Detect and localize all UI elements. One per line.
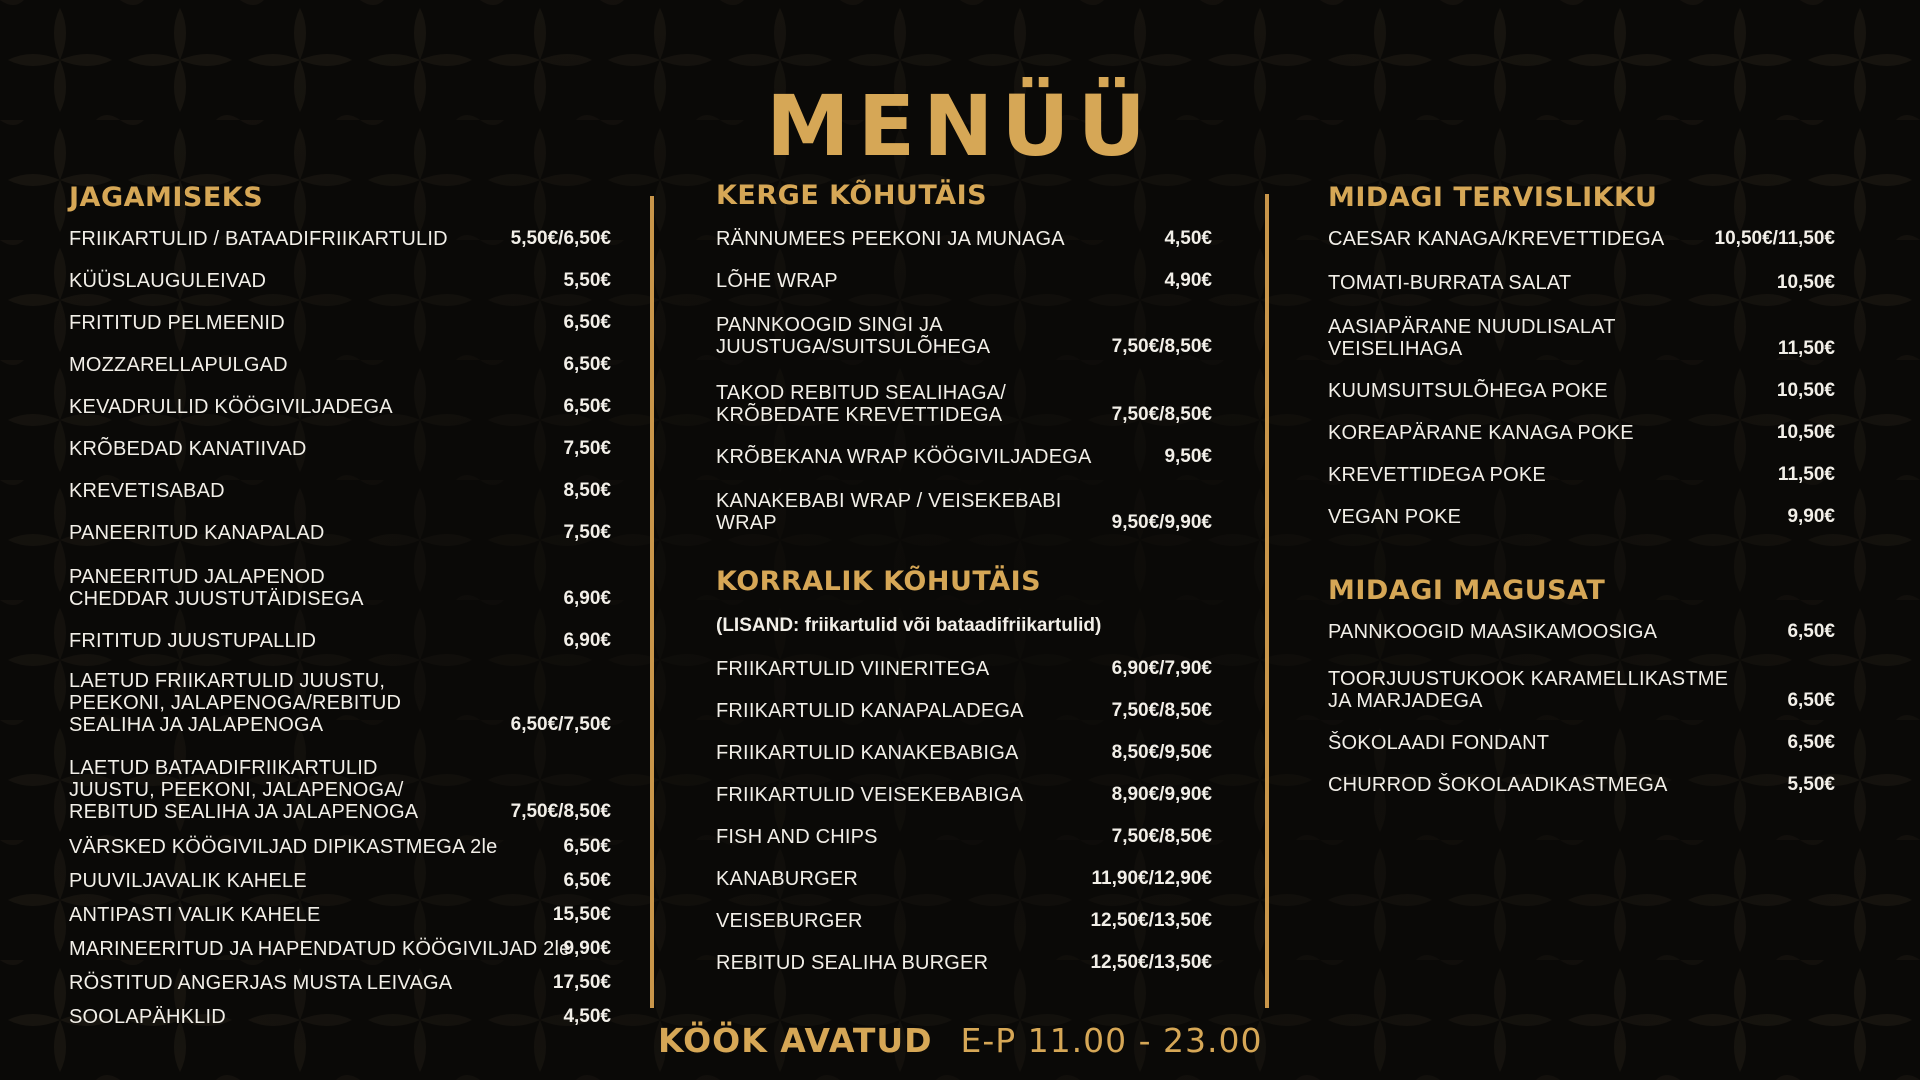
menu-item-price: 8,50€/9,50€ [1111,742,1212,763]
menu-item-name: PUUVILJAVALIK KAHELE [69,870,307,892]
menu-item [716,742,1212,764]
menu-item-price: 7,50€/8,50€ [510,801,611,822]
menu-item-price: 7,50€ [563,522,611,543]
menu-item-name: KANABURGER [716,868,859,890]
menu-item-name: AASIAPÄRANE NUUDLISALAT VEISELIHAGA [1328,316,1616,360]
kitchen-open-hours: E-P 11.00 - 23.00 [960,1021,1263,1060]
menu-item-name: KEVADRULLID KÖÖGIVILJADEGA [69,396,393,418]
menu-item [1328,316,1835,360]
menu-item-name: FRIIKARTULID KANAKEBABIGA [716,742,1019,764]
menu-item-name: KRÕBEKANA WRAP KÖÖGIVILJADEGA [716,446,1092,468]
menu-item-price: 6,90€/7,90€ [1111,658,1212,679]
menu-item [69,757,611,823]
menu-item-price: 11,90€/12,90€ [1091,868,1212,889]
menu-item-price: 6,50€ [563,836,611,857]
menu-item-name: VÄRSKED KÖÖGIVILJAD DIPIKASTMEGA 2le [69,836,498,858]
column-divider-right [1265,194,1269,1008]
menu-item [69,522,611,544]
column-divider-left [650,196,654,1008]
menu-item [69,354,611,376]
menu-item [69,670,611,736]
menu-item-name: PANNKOOGID MAASIKAMOOSIGA [1328,621,1658,643]
menu-item [716,700,1212,722]
menu-item-price: 9,90€ [563,938,611,959]
menu-item-price: 12,50€/13,50€ [1090,952,1212,973]
menu-item-price: 4,90€ [1164,270,1212,291]
menu-item-price: 6,50€ [563,354,611,375]
menu-item-price: 5,50€/6,50€ [510,228,611,249]
menu-item [69,1006,611,1028]
section-note-korralik: (LISAND: friikartulid või bataadifriikartulid) [716,615,1102,636]
menu-item [1328,621,1835,643]
menu-item-price: 10,50€ [1776,380,1835,401]
menu-item-name: TAKOD REBITUD SEALIHAGA/ KRÕBEDATE KREVETTIDEGA [716,382,1007,426]
kitchen-hours [658,1021,1263,1060]
menu-item-name: KUUMSUITSULÕHEGA POKE [1328,380,1608,402]
section-title-jagamiseks: JAGAMISEKS [69,182,264,213]
menu-item-name: FRIIKARTULID KANAPALADEGA [716,700,1024,722]
menu-item-name: LÕHE WRAP [716,270,838,292]
menu-item [716,952,1212,974]
menu-item-name: FRIIKARTULID VEISEKEBABIGA [716,784,1024,806]
menu-item [716,490,1212,534]
menu-item-name: KANAKEBABI WRAP / VEISEKEBABI WRAP [716,490,1062,534]
menu-item [1328,464,1835,486]
menu-item-price: 8,50€ [563,480,611,501]
menu-item-price: 8,90€/9,90€ [1111,784,1212,805]
menu-item [1328,774,1835,796]
menu-item-price: 6,50€ [1787,690,1835,711]
menu-item [716,826,1212,848]
section-title-magusat: MIDAGI MAGUSAT [1328,575,1606,606]
menu-item [716,446,1212,468]
menu-item [69,904,611,926]
menu-item-price: 15,50€ [552,904,611,925]
menu-item-price: 6,50€ [1787,621,1835,642]
menu-item-price: 4,50€ [1164,228,1212,249]
menu-item [69,836,611,858]
menu-item [69,870,611,892]
menu-item-name: MARINEERITUD JA HAPENDATUD KÖÖGIVILJAD 2le [69,938,571,960]
menu-item [716,658,1212,680]
menu-item [1328,422,1835,444]
menu-item [69,972,611,994]
menu-item [69,938,611,960]
menu-item-name: VEISEBURGER [716,910,863,932]
menu-item-price: 7,50€/8,50€ [1111,826,1212,847]
menu-item-price: 9,50€/9,90€ [1111,512,1212,533]
menu-item-name: CHURROD ŠOKOLAADIKASTMEGA [1328,774,1668,796]
menu-item-price: 6,90€ [563,588,611,609]
menu-item-name: KRÕBEDAD KANATIIVAD [69,438,307,460]
menu-item [1328,506,1835,528]
menu-item [69,630,611,652]
menu-item-price: 6,50€/7,50€ [510,714,611,735]
menu-item [1328,380,1835,402]
menu-item-name: FRITITUD JUUSTUPALLID [69,630,317,652]
menu-item-name: KREVETTIDEGA POKE [1328,464,1546,486]
menu-item-name: VEGAN POKE [1328,506,1462,528]
menu-item-name: KREVETISABAD [69,480,225,502]
menu-item-name: FRIIKARTULID / BATAADIFRIIKARTULID [69,228,448,250]
menu-item [716,228,1212,250]
menu-item-price: 5,50€ [1787,774,1835,795]
menu-item-name: TOMATI-BURRATA SALAT [1328,272,1572,294]
menu-item-name: TOORJUUSTUKOOK KARAMELLIKASTME JA MARJADEGA [1328,668,1729,712]
menu-item-name: CAESAR KANAGA/KREVETTIDEGA [1328,228,1665,250]
menu-item [716,910,1212,932]
menu-item-price: 6,50€ [1787,732,1835,753]
menu-item-name: FRITITUD PELMEENID [69,312,285,334]
menu-item-price: 6,50€ [563,312,611,333]
menu-item-price: 17,50€ [552,972,611,993]
menu-item-price: 6,90€ [563,630,611,651]
menu-item-name: LAETUD BATAADIFRIIKARTULID JUUSTU, PEEKONI, JALAPENOGA/ REBITUD SEALIHA JA JALAPENOGA [69,757,419,823]
menu-item [716,868,1212,890]
menu-item [69,438,611,460]
menu-item [69,480,611,502]
menu-item-price: 6,50€ [563,396,611,417]
menu-item-price: 10,50€ [1776,272,1835,293]
menu-item-name: ŠOKOLAADI FONDANT [1328,732,1550,754]
menu-item [1328,228,1835,250]
menu-item [69,270,611,292]
menu-item-name: ANTIPASTI VALIK KAHELE [69,904,321,926]
menu-item-name: SOOLAPÄHKLID [69,1006,226,1028]
menu-item-name: MOZZARELLAPULGAD [69,354,288,376]
menu-item-price: 9,50€ [1164,446,1212,467]
menu-item [716,314,1212,358]
menu-item [1328,732,1835,754]
menu-item-price: 7,50€/8,50€ [1111,700,1212,721]
menu-item-name: RÄNNUMEES PEEKONI JA MUNAGA [716,228,1065,250]
menu-item-price: 4,50€ [563,1006,611,1027]
menu-item-name: LAETUD FRIIKARTULID JUUSTU, PEEKONI, JALAPENOGA/REBITUD SEALIHA JA JALAPENOGA [69,670,402,736]
menu-item-price: 7,50€ [563,438,611,459]
menu-item-name: PANEERITUD KANAPALAD [69,522,325,544]
menu-item-price: 11,50€ [1777,338,1835,359]
menu-item-name: REBITUD SEALIHA BURGER [716,952,989,974]
menu-item-price: 7,50€/8,50€ [1111,336,1212,357]
section-title-korralik: KORRALIK KÕHUTÄIS [716,566,1042,597]
menu-item [1328,272,1835,294]
menu-item-price: 10,50€ [1776,422,1835,443]
menu-item-price: 6,50€ [563,870,611,891]
menu-item-price: 9,90€ [1787,506,1835,527]
menu-item [69,228,611,250]
menu-item-price: 11,50€ [1777,464,1835,485]
menu-item-price: 7,50€/8,50€ [1111,404,1212,425]
menu-item [716,382,1212,426]
menu-item-name: FISH AND CHIPS [716,826,878,848]
section-title-tervislikku: MIDAGI TERVISLIKKU [1328,182,1658,213]
menu-item-price: 5,50€ [563,270,611,291]
menu-item [716,784,1212,806]
menu-item-name: FRIIKARTULID VIINERITEGA [716,658,990,680]
section-title-kerge: KERGE KÕHUTÄIS [716,180,988,211]
menu-item [69,396,611,418]
menu-item-name: KÜÜSLAUGULEIVAD [69,270,267,292]
menu-item [1328,668,1835,712]
menu-item-name: RÖSTITUD ANGERJAS MUSTA LEIVAGA [69,972,453,994]
menu-item [69,312,611,334]
kitchen-open-label: KÖÖK AVATUD [658,1021,933,1060]
menu-item-name: PANNKOOGID SINGI JA JUUSTUGA/SUITSULÕHEGA [716,314,991,358]
menu-item [69,566,611,610]
menu-item-price: 10,50€/11,50€ [1714,228,1835,249]
menu-item-name: KOREAPÄRANE KANAGA POKE [1328,422,1634,444]
menu-item [716,270,1212,292]
menu-item-price: 12,50€/13,50€ [1090,910,1212,931]
page-title: MENÜÜ [766,77,1154,175]
menu-item-name: PANEERITUD JALAPENOD CHEDDAR JUUSTUTÄIDISEGA [69,566,364,610]
